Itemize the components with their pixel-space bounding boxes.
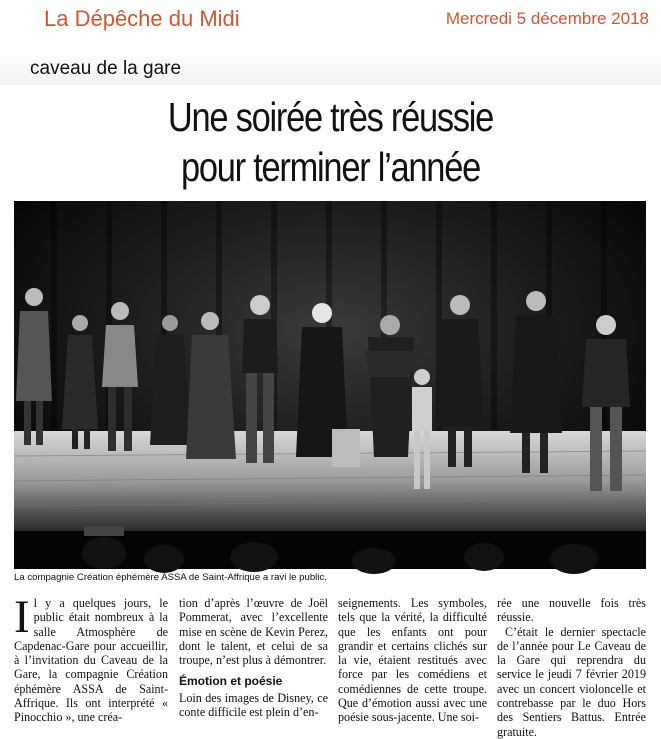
newspaper-name: La Dépêche du Midi: [44, 6, 240, 31]
drop-cap: I: [14, 591, 30, 643]
body-column-3: [338, 596, 487, 727]
body-column-4: [497, 596, 646, 739]
body-text: seignements. Les symboles, tels que la vérité, la difficulté que les enfants ont pour grandir et certains clichés sur la vie, étaient restitués avec force par les comédiens et comédiennes de cette troupe. Que d’émotion aussi avec une poésie sous-jacente. Une soi-: [338, 596, 487, 725]
body-text: Loin des images de Disney, ce conte difficile est plein d’en-: [179, 690, 328, 720]
headline-line-2: pour terminer l’année: [180, 144, 480, 190]
issue-date: Mercredi 5 décembre 2018: [445, 9, 649, 28]
subheading: Émotion et poésie: [179, 674, 283, 689]
body-text: l y a quelques jours, le public était nombreux à la salle Atmosphère de Capdenac-Gare pour accueillir, à l’invitation du Caveau de la Gare, la compagnie Création éphémère ASSA de Saint-Affrique. Ils ont interprété « Pinocchio », une créa-: [14, 596, 168, 725]
headline-line-1: Une soirée très réussie: [167, 94, 494, 140]
article-kicker: caveau de la gare: [30, 58, 182, 79]
body-column-1: [14, 591, 168, 727]
body-text: tion d’après l’œuvre de Joël Pommerat, avec l’excellente mise en scène de Kevin Perez, dont le talent, et celui de sa troupe, n’est plus à démontrer.: [179, 596, 328, 668]
body-text: C’était le dernier spectacle de l’année pour Le Caveau de la Gare qui reprendra du service le jeudi 7 février 2019 avec un concert violoncelle et contrebasse par le duo Hors des Sentiers Battus. Entrée gratuite.: [497, 624, 646, 739]
masthead: [0, 0, 661, 40]
stage-photo: [14, 201, 646, 569]
photo-caption: La compagnie Création éphémère ASSA de Saint-Affrique a ravi le public.: [14, 572, 327, 583]
body-text: rée une nouvelle fois très réussie.: [497, 596, 646, 625]
body-column-2: [179, 596, 328, 727]
